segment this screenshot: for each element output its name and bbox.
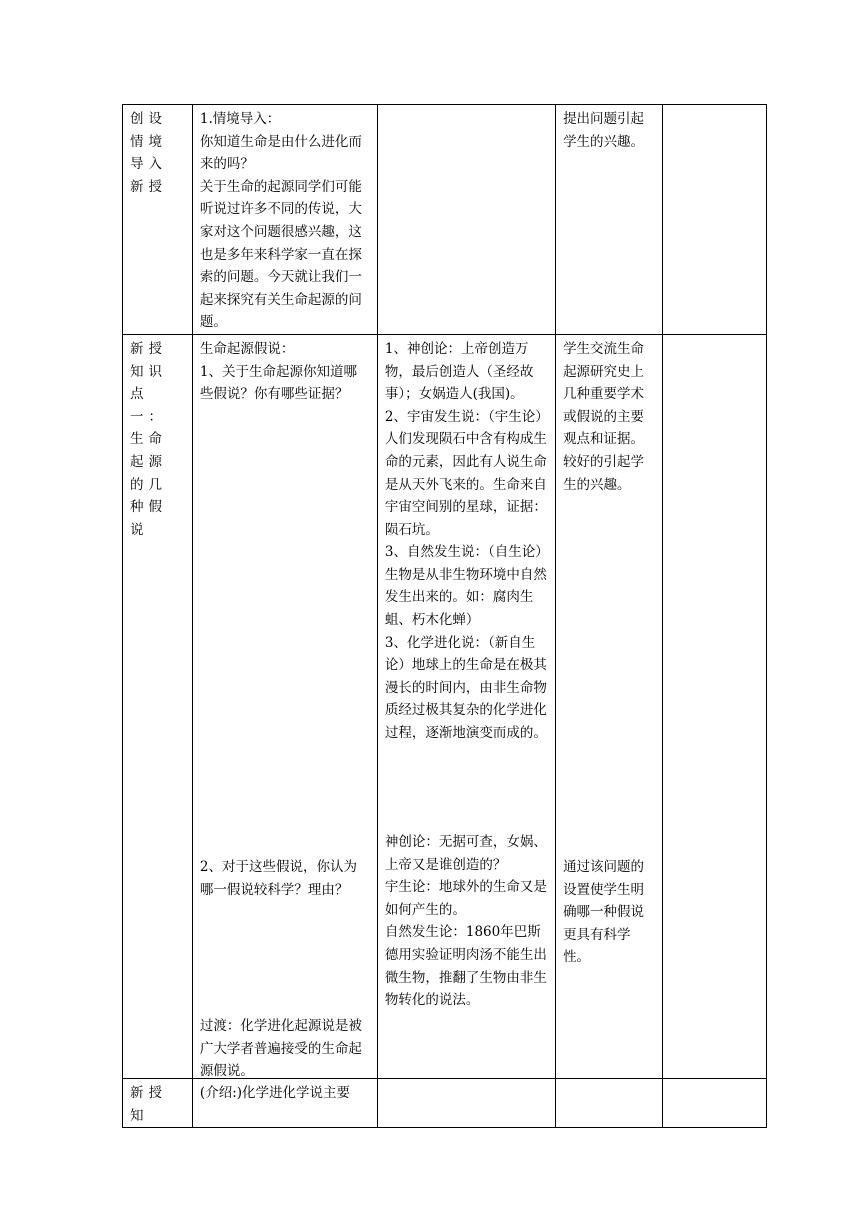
- design-intent-cell: [556, 334, 663, 1078]
- teacher-line: 关于生命的起源同学们可能听说过许多不同的传说，大家对这个问题很感兴趣，这也是多年来科学家一直在探索的问题。今天就让我们一起来探究有关生命起源的问题。: [199, 178, 362, 331]
- stage-text: 新授知识点一：生命起源的几种假说: [130, 340, 167, 538]
- teacher-segment-b: [200, 856, 370, 901]
- design-intent-cell: [556, 105, 663, 335]
- intent-text: 学生交流生命起源研究史上几种重要学术或假说的主要观点和证据。较好的引起学生的兴趣。: [563, 340, 645, 493]
- student-line: 1、神创论：上帝创造万物，最后创造人（圣经故事）；女娲造人(我国)。: [384, 340, 534, 403]
- stage-text: 创设情境导入新授: [130, 111, 167, 195]
- student-line: 自然发生论：1860年巴斯德用实验证明肉汤不能生出微生物，推翻了生物由非生物转化的说法。: [384, 924, 547, 1009]
- teacher-segment-a: [200, 338, 370, 406]
- teacher-activity-cell: [192, 334, 377, 1078]
- note-cell: [663, 105, 767, 335]
- teacher-activity-cell: [192, 105, 377, 335]
- note-cell: [663, 1078, 767, 1127]
- teacher-segment-c: [200, 1015, 370, 1083]
- student-line: 宇生论：地球外的生命又是如何产生的。: [384, 879, 547, 918]
- teacher-line: 你知道生命是由什么进化而来的吗？: [199, 133, 362, 173]
- teacher-line: 1、关于生命起源你知道哪些假说？你有哪些证据？: [199, 363, 358, 403]
- stage-cell: [123, 334, 193, 1078]
- intent-text: 提出问题引起学生的兴趣。: [563, 111, 645, 150]
- stage-cell: [123, 1078, 193, 1127]
- student-activity-cell: [377, 105, 555, 335]
- student-line: 3、自然发生说：（自生论）生物是从非生物环境中自然发生出来的。如：腐肉生蛆、朽木化蝉）: [384, 544, 547, 629]
- student-line: 2、宇宙发生说：（宇生论）人们发现陨石中含有构成生命的元素，因此有人说生命是从天外飞来的。生命来自宇宙空间别的星球，证据：陨石坑。: [384, 408, 547, 538]
- intent-segment-a: [563, 338, 655, 496]
- student-line: 神创论：无据可查，女娲、上帝又是谁创造的？: [384, 833, 547, 873]
- table-row: [123, 105, 767, 335]
- student-activity-cell: [377, 334, 555, 1078]
- teacher-line: 2、对于这些假说，你认为哪一假说较科学？理由？: [199, 858, 358, 898]
- stage-text: 新授知: [130, 1084, 167, 1124]
- note-cell: [663, 334, 767, 1078]
- teacher-line: 生命起源假说：: [199, 340, 295, 357]
- intent-text: 通过该问题的设置使学生明确哪一种假说更具有科学性。: [563, 858, 645, 966]
- teacher-line: 1.情境导入：: [199, 111, 281, 127]
- table-row: [123, 334, 767, 1078]
- stage-cell: [123, 105, 193, 335]
- design-intent-cell: [556, 1078, 663, 1127]
- student-line: 3、化学进化说：（新自生论）地球上的生命是在极其漫长的时间内，由非生命物质经过极其复杂的化学进化过程，逐渐地演变而成的。: [384, 634, 547, 742]
- lesson-plan-table: [122, 104, 767, 1128]
- teacher-line: (介绍:)化学进化学说主要: [199, 1084, 351, 1101]
- table-row: [123, 1078, 767, 1127]
- student-segment-b: [385, 831, 548, 1012]
- intent-segment-b: [563, 856, 655, 969]
- student-activity-cell: [377, 1078, 555, 1127]
- teacher-activity-cell: [192, 1078, 377, 1127]
- teacher-line: 过渡：化学进化起源说是被广大学者普遍接受的生命起源假说。: [199, 1017, 362, 1080]
- student-segment-a: [385, 338, 548, 745]
